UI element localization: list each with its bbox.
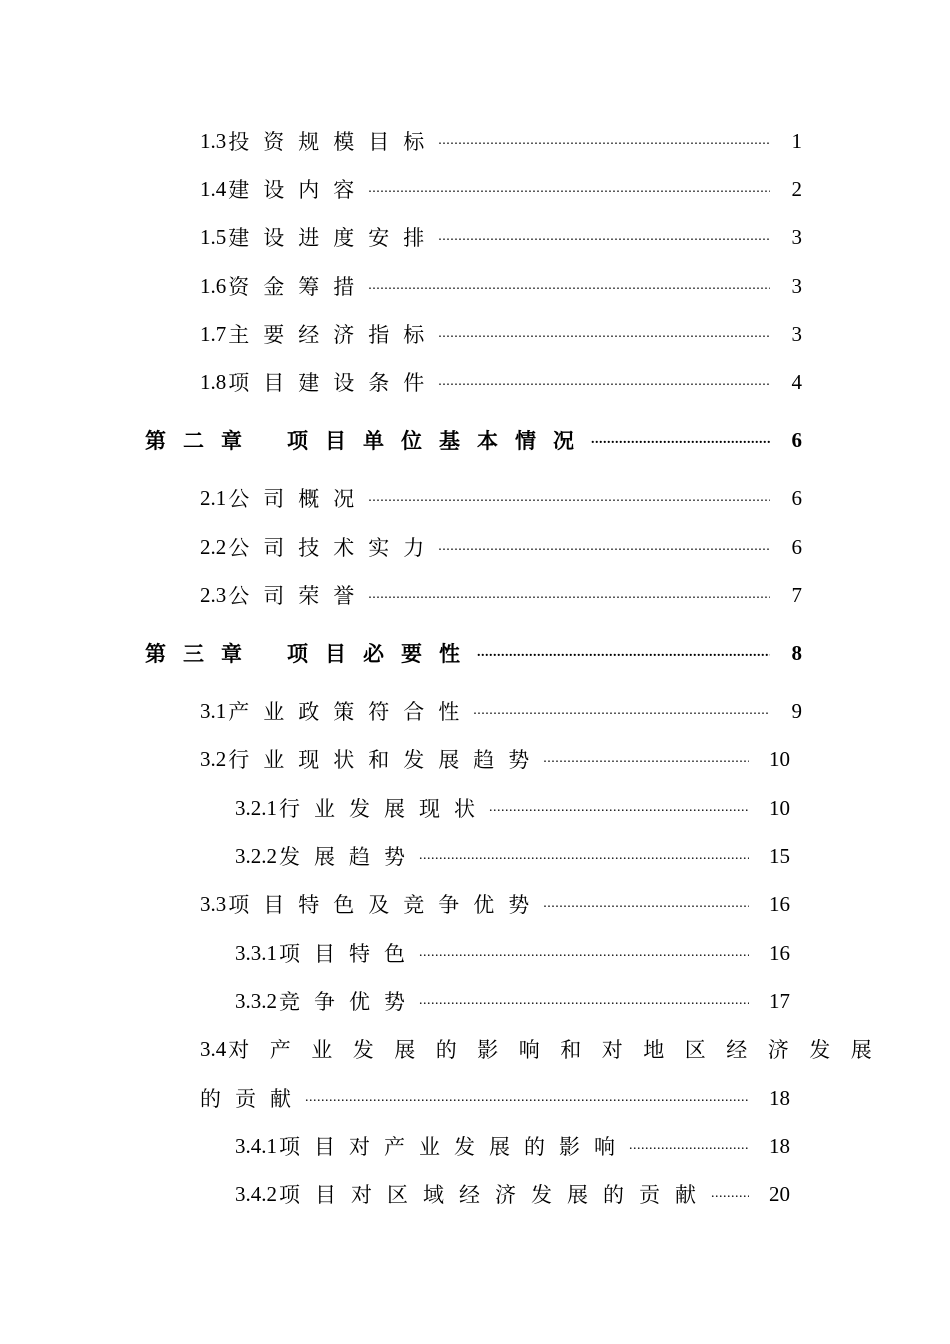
dot-leader <box>438 540 770 554</box>
dot-leader <box>368 182 770 196</box>
toc-number: 3.4.1 <box>235 1133 277 1158</box>
toc-page-number: 15 <box>769 843 790 868</box>
chapter-title: 项目必要性 <box>287 642 477 666</box>
toc-title: 项目对区域经济发展的贡献 <box>279 1183 711 1207</box>
dot-leader <box>591 433 770 447</box>
toc-entry[interactable] <box>200 744 790 774</box>
dot-leader <box>419 994 749 1008</box>
dot-leader <box>473 704 770 718</box>
dot-leader <box>368 279 770 293</box>
toc-page-number: 6 <box>791 534 802 559</box>
toc-title: 主要经济指标 <box>228 323 439 347</box>
toc-entry[interactable] <box>200 271 802 301</box>
toc-title-continued: 的贡献 <box>200 1087 305 1111</box>
toc-entry[interactable] <box>200 483 802 513</box>
dot-leader <box>629 1139 749 1153</box>
toc-entry[interactable] <box>235 986 790 1016</box>
toc-number: 3.3.1 <box>235 940 277 965</box>
toc-number: 2.2 <box>200 534 227 559</box>
toc-page-number: 20 <box>769 1181 790 1206</box>
toc-entry[interactable] <box>200 696 802 726</box>
toc-number: 1.8 <box>200 369 227 394</box>
toc-title: 建设进度安排 <box>228 226 439 250</box>
toc-entry[interactable] <box>235 841 790 871</box>
toc-title: 投资规模目标 <box>228 130 439 154</box>
toc-entry[interactable] <box>200 532 802 562</box>
toc-entry[interactable] <box>200 222 802 252</box>
dot-leader <box>438 230 770 244</box>
toc-chapter-entry[interactable] <box>145 638 802 668</box>
toc-title: 项目建设条件 <box>228 371 439 395</box>
toc-number: 1.5 <box>200 224 227 249</box>
dot-leader <box>305 1091 749 1105</box>
toc-title: 产业政策符合性 <box>228 700 474 724</box>
toc-page-number: 4 <box>791 369 802 394</box>
toc-number: 3.2 <box>200 746 227 771</box>
toc-number: 3.3 <box>200 891 227 916</box>
dot-leader <box>477 646 770 660</box>
toc-entry[interactable] <box>200 126 802 156</box>
toc-entry[interactable] <box>235 1179 790 1209</box>
toc-page-number: 3 <box>791 273 802 298</box>
toc-page-number: 18 <box>769 1133 790 1158</box>
toc-title: 发展趋势 <box>279 845 419 869</box>
dot-leader <box>419 849 749 863</box>
toc-number: 1.3 <box>200 128 227 153</box>
toc-entry[interactable] <box>235 793 790 823</box>
toc-title: 行业现状和发展趋势 <box>228 748 544 772</box>
toc-title: 项目对产业发展的影响 <box>279 1135 629 1159</box>
toc-number: 3.2.1 <box>235 795 277 820</box>
toc-entry-line1[interactable] <box>200 1034 893 1064</box>
toc-page-number: 8 <box>791 640 802 665</box>
toc-page-number: 18 <box>769 1085 790 1110</box>
toc-number: 3.4.2 <box>235 1181 277 1206</box>
toc-title: 公司荣誉 <box>228 584 369 608</box>
toc-title: 建设内容 <box>228 178 369 202</box>
toc-title: 资金筹措 <box>228 275 369 299</box>
toc-page-number: 1 <box>791 128 802 153</box>
dot-leader <box>543 897 749 911</box>
toc-page-number: 6 <box>791 427 802 452</box>
toc-page-number: 3 <box>791 224 802 249</box>
toc-number: 1.6 <box>200 273 227 298</box>
dot-leader <box>438 134 770 148</box>
chapter-label: 第三章 <box>145 642 259 666</box>
toc-page-number: 16 <box>769 940 790 965</box>
dot-leader <box>438 327 770 341</box>
toc-title: 项目特色及竞争优势 <box>228 893 544 917</box>
toc-number: 2.3 <box>200 582 227 607</box>
toc-page-number: 3 <box>791 321 802 346</box>
toc-title: 对产业发展的影响和对地区经济发展 <box>228 1038 893 1062</box>
toc-page-number: 10 <box>769 795 790 820</box>
toc-entry[interactable] <box>200 580 802 610</box>
toc-number: 3.2.2 <box>235 843 277 868</box>
toc-entry-line2[interactable] <box>200 1083 790 1113</box>
toc-title: 竞争优势 <box>279 990 419 1014</box>
toc-title: 行业发展现状 <box>279 797 489 821</box>
toc-page-number: 10 <box>769 746 790 771</box>
toc-title: 公司技术实力 <box>228 536 439 560</box>
toc-title: 公司概况 <box>228 487 369 511</box>
toc-entry[interactable] <box>200 319 802 349</box>
chapter-title: 项目单位基本情况 <box>287 429 591 453</box>
toc-number: 1.4 <box>200 176 227 201</box>
toc-page-number: 17 <box>769 988 790 1013</box>
toc-page-number: 2 <box>791 176 802 201</box>
toc-entry[interactable] <box>235 1131 790 1161</box>
toc-number: 3.4 <box>200 1036 227 1061</box>
dot-leader <box>711 1187 749 1201</box>
toc-number: 2.1 <box>200 485 227 510</box>
toc-number: 1.7 <box>200 321 227 346</box>
dot-leader <box>543 752 749 766</box>
toc-number: 3.3.2 <box>235 988 277 1013</box>
dot-leader <box>489 801 749 815</box>
dot-leader <box>419 946 749 960</box>
toc-chapter-entry[interactable] <box>145 425 802 455</box>
toc-page-number: 16 <box>769 891 790 916</box>
chapter-label: 第二章 <box>145 429 259 453</box>
toc-title: 项目特色 <box>279 942 419 966</box>
toc-number: 3.1 <box>200 698 227 723</box>
dot-leader <box>438 375 770 389</box>
toc-entry[interactable] <box>200 174 802 204</box>
toc-entry[interactable] <box>200 367 802 397</box>
toc-page-number: 7 <box>791 582 802 607</box>
toc-page-number: 9 <box>791 698 802 723</box>
dot-leader <box>368 588 770 602</box>
dot-leader <box>368 491 770 505</box>
toc-entry[interactable] <box>235 938 790 968</box>
toc-entry[interactable] <box>200 889 790 919</box>
toc-page-number: 6 <box>791 485 802 510</box>
